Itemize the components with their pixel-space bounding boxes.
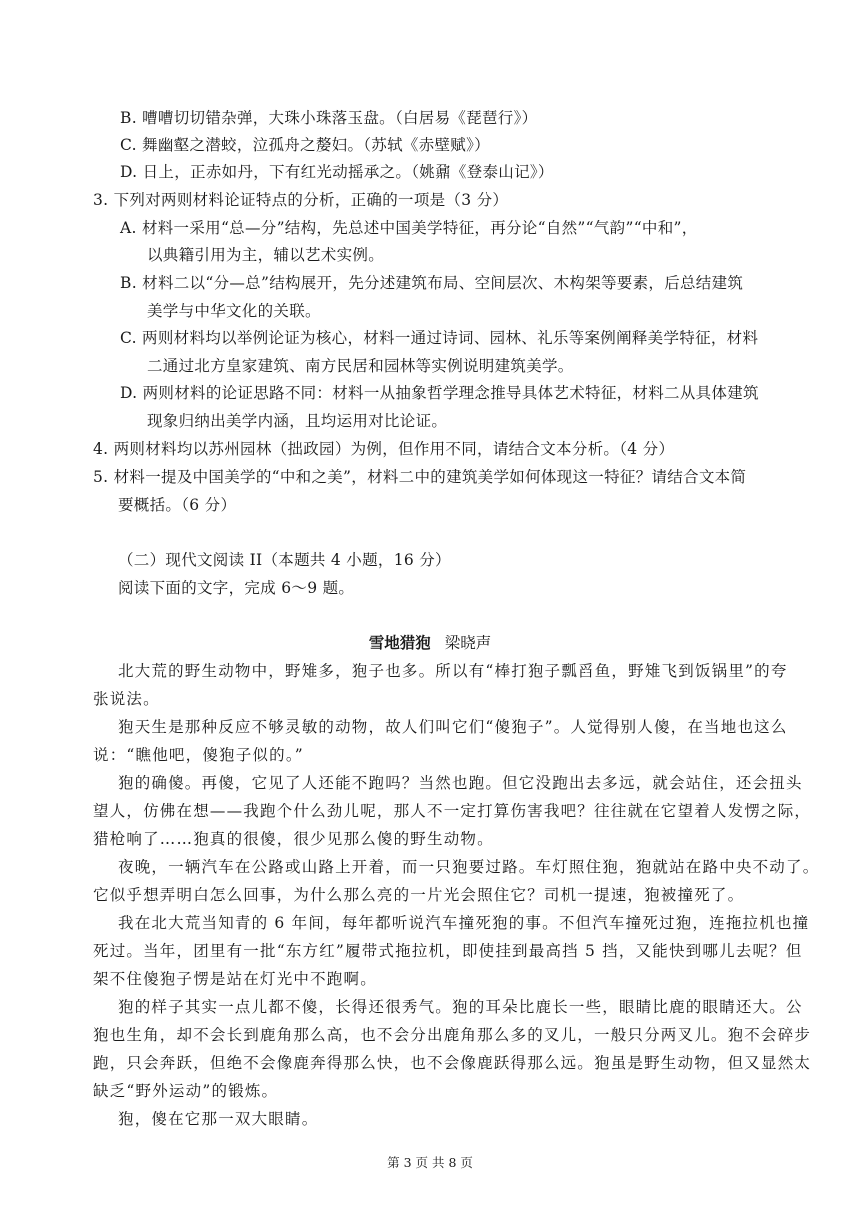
- page-number: 第 3 页 共 8 页: [387, 1155, 473, 1170]
- q2-option-c: C. 舞幽壑之潜蛟，泣孤舟之嫠妇。（苏轼《赤壁赋》）: [120, 136, 490, 154]
- article-line: 狍天生是那种反应不够灵敏的动物，故人们叫它们“傻狍子”。人觉得别人傻，在当地也这么: [118, 718, 788, 736]
- section-instruction: 阅读下面的文字，完成 6～9 题。: [118, 579, 355, 597]
- q2-option-d: D. 日上，正赤如丹，下有红光动摇承之。（姚鼐《登泰山记》）: [120, 163, 554, 181]
- section-heading: （二）现代文阅读 II（本题共 4 小题，16 分）: [118, 551, 451, 569]
- q5-stem-line1: 5. 材料一提及中国美学的“中和之美”，材料二中的建筑美学如何体现这一特征？请结合文本简: [93, 468, 747, 486]
- q3-stem: 3. 下列对两则材料论证特点的分析，正确的一项是（3 分）: [93, 191, 509, 209]
- article-line: 缺乏“野外运动”的锻炼。: [93, 1082, 279, 1100]
- article-line: 狍的确傻。再傻，它见了人还能不跑吗？当然也跑。但它没跑出去多远，就会站住，还会扭头: [118, 774, 803, 792]
- q3-option-a-line2: 以典籍引用为主，辅以艺术实例。: [147, 246, 385, 264]
- article-line: 说：“瞧他吧，傻狍子似的。”: [93, 746, 304, 764]
- article-author: 梁晓声: [444, 634, 492, 652]
- article-line: 夜晚，一辆汽车在公路或山路上开着，而一只狍要过路。车灯照住狍，狍就站在路中央不动了。: [118, 858, 820, 876]
- article-line: 狍的样子其实一点儿都不傻，长得还很秀气。狍的耳朵比鹿长一些，眼睛比鹿的眼睛还大。公: [118, 998, 803, 1016]
- q3-option-d-line1: D. 两则材料的论证思路不同：材料一从抽象哲学理念推导具体艺术特征，材料二从具体建筑: [120, 384, 759, 402]
- article-line: 猎枪响了……狍真的很傻，很少见那么傻的野生动物。: [93, 830, 494, 848]
- article-title-block: [0, 632, 860, 654]
- q3-option-b-line2: 美学与中华文化的关联。: [147, 302, 321, 320]
- article-title: 雪地猎狍: [368, 633, 431, 652]
- q3-option-a-line1: A. 材料一采用“总—分”结构，先总述中国美学特征，再分论“自然”“气韵”“中和”，: [120, 219, 698, 237]
- q3-option-b-line1: B. 材料二以“分—总”结构展开，先分述建筑布局、空间层次、木构架等要素，后总结建筑: [120, 274, 744, 292]
- article-line: 狍也生角，却不会长到鹿角那么高，也不会分出鹿角那么多的叉儿，一般只分两叉儿。狍不会碎步: [93, 1026, 812, 1044]
- q2-option-b: B. 嘈嘈切切错杂弹，大珠小珠落玉盘。（白居易《琵琶行》）: [120, 109, 538, 127]
- q4-stem: 4. 两则材料均以苏州园林（拙政园）为例，但作用不同，请结合文本分析。（4 分）: [93, 440, 675, 458]
- q3-option-c-line2: 二通过北方皇家建筑、南方民居和园林等实例说明建筑美学。: [147, 357, 574, 375]
- q3-option-d-line2: 现象归纳出美学内涵，且均运用对比论证。: [147, 412, 448, 430]
- article-line: 张说法。: [93, 690, 160, 708]
- article-line: 我在北大荒当知青的 6 年间，每年都听说汽车撞死狍的事。不但汽车撞死过狍，连拖拉机也撞: [118, 914, 810, 932]
- q3-option-c-line1: C. 两则材料均以举例论证为核心，材料一通过诗词、园林、礼乐等案例阐释美学特征，材料: [120, 329, 759, 347]
- article-line: 北大荒的野生动物中，野雉多，狍子也多。所以有“棒打狍子瓢舀鱼，野雉飞到饭锅里”的夸: [118, 662, 788, 680]
- article-line: 狍，傻在它那一双大眼睛。: [118, 1110, 319, 1128]
- article-line: 望人，仿佛在想——我跑个什么劲儿呢，那人不一定打算伤害我吧？往往就在它望着人发愣之际，: [93, 802, 812, 820]
- q5-stem-line2: 要概括。（6 分）: [118, 496, 237, 514]
- article-line: 它似乎想弄明白怎么回事，为什么那么亮的一片光会照住它？司机一提速，狍被撞死了。: [93, 886, 745, 904]
- article-line: 死过。当年，团里有一批“东方红”履带式拖拉机，即使挂到最高挡 5 挡，又能快到哪儿去呢？但: [93, 942, 803, 960]
- article-line: 架不住傻狍子愣是站在灯光中不跑啊。: [93, 970, 377, 988]
- article-line: 跑，只会奔跃，但绝不会像鹿奔得那么快，也不会像鹿跃得那么远。狍虽是野生动物，但又显然太: [93, 1054, 812, 1072]
